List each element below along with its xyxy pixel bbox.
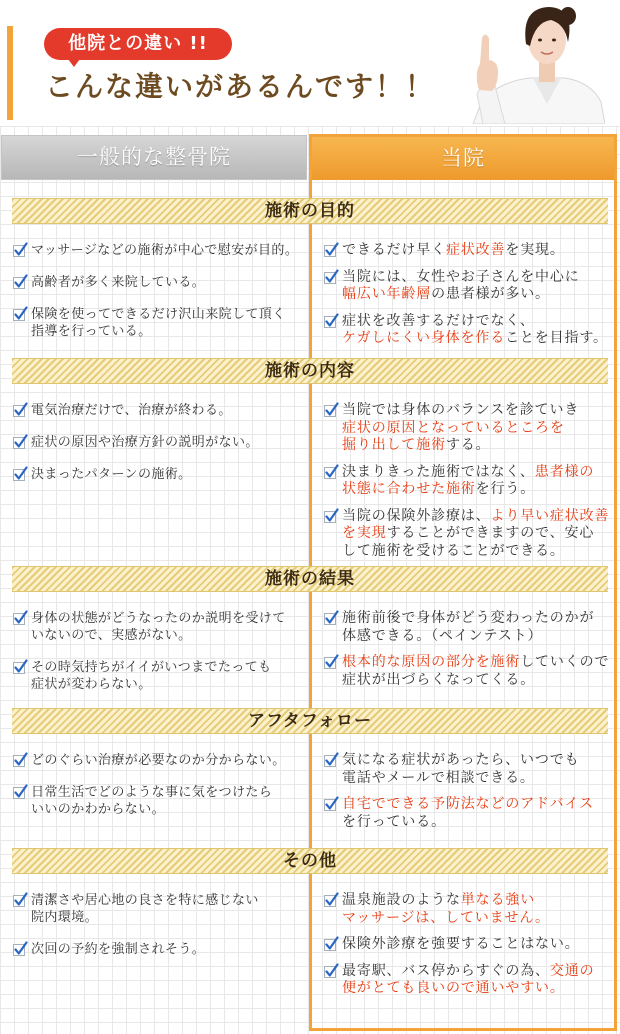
item-line — [342, 330, 608, 348]
plain-text: することができますので、安心 — [386, 525, 595, 541]
checkbox-checked-icon — [12, 434, 28, 450]
general-clinic-item — [12, 242, 310, 259]
plain-text: いないので、実感がない。 — [31, 628, 192, 643]
general-clinic-column — [0, 224, 310, 357]
plain-text: を実現。 — [505, 242, 565, 258]
item-line — [342, 543, 609, 561]
section-title: 施術の目的 — [265, 201, 355, 221]
general-clinic-item — [12, 306, 310, 340]
comparison-section — [0, 708, 620, 848]
item-line — [342, 481, 594, 499]
page-title: こんな違いがあるんです！！ — [45, 70, 436, 103]
item-line — [342, 437, 579, 455]
section-title-band — [12, 848, 608, 874]
highlight-text: 状態に合わせた施術 — [342, 481, 476, 497]
item-line — [342, 980, 594, 998]
comparison-section — [0, 848, 620, 1030]
item-text — [342, 508, 609, 561]
plain-text: 電話やメールで相談できる。 — [342, 769, 535, 786]
checkbox-checked-icon — [323, 610, 339, 626]
our-clinic-column — [310, 734, 620, 840]
section-columns — [0, 874, 620, 1007]
checkbox-checked-icon — [12, 892, 28, 908]
item-line — [31, 242, 298, 259]
checkbox-checked-icon — [323, 269, 339, 285]
item-line — [31, 323, 286, 340]
highlight-text: 単なる強い — [460, 892, 536, 908]
general-clinic-item — [12, 610, 310, 644]
item-line — [342, 286, 580, 304]
checkbox-checked-icon — [12, 274, 28, 290]
item-line — [31, 909, 259, 926]
item-line — [342, 420, 579, 438]
item-text — [31, 659, 272, 693]
highlight-text: を実現 — [342, 525, 387, 541]
item-text — [342, 269, 580, 304]
checkbox-checked-icon — [323, 242, 339, 258]
general-clinic-column — [0, 384, 310, 569]
general-clinic-column — [0, 592, 310, 708]
our-clinic-column-header: 当院 — [312, 137, 614, 180]
our-clinic-item — [323, 269, 620, 304]
our-clinic-column — [310, 224, 620, 357]
checkbox-checked-icon — [323, 464, 339, 480]
section-columns — [0, 384, 620, 569]
general-clinic-item — [12, 892, 310, 926]
comparison-section — [0, 566, 620, 708]
item-text — [31, 752, 286, 769]
checkbox-checked-icon — [12, 242, 28, 258]
plain-text: マッサージなどの施術が中心で慰安が目的。 — [31, 243, 299, 258]
plain-text: 決まりきった施術ではなく、 — [342, 463, 535, 480]
item-text — [31, 274, 205, 291]
item-text — [342, 892, 550, 927]
plain-text: 高齢者が多く来院している。 — [31, 275, 206, 290]
item-line — [31, 941, 205, 958]
plain-text: 症状の原因や治療方針の説明がない。 — [31, 435, 259, 450]
checkbox-checked-icon — [323, 654, 339, 670]
our-clinic-column — [310, 592, 620, 708]
item-line — [342, 654, 609, 672]
checkbox-checked-icon — [323, 313, 339, 329]
highlight-text: 患者様の — [534, 463, 595, 480]
comparison-sections — [0, 198, 620, 1030]
item-text — [342, 963, 594, 998]
section-title: 施術の内容 — [265, 361, 355, 381]
plain-text: 温泉施設のような — [342, 892, 461, 908]
general-clinic-item — [12, 784, 310, 818]
item-text — [31, 610, 286, 644]
plain-text: できるだけ早く — [342, 242, 446, 258]
plain-text: 当院の保険外診療は、 — [342, 507, 491, 524]
item-line — [31, 892, 259, 909]
general-clinic-item — [12, 941, 310, 958]
section-columns — [0, 734, 620, 840]
highlight-text: 根本的な原因の部分を施術 — [342, 654, 521, 670]
item-line — [342, 525, 609, 543]
section-title-band — [12, 198, 608, 224]
item-line — [31, 402, 232, 419]
checkbox-checked-icon — [12, 466, 28, 482]
item-text — [342, 464, 594, 499]
comparison-section — [0, 358, 620, 566]
our-clinic-item — [323, 313, 620, 348]
item-text — [31, 466, 192, 483]
item-line — [342, 936, 580, 954]
general-clinic-column — [0, 874, 310, 1007]
item-text — [31, 402, 232, 419]
our-clinic-item — [323, 892, 620, 927]
plain-text: いいのかわからない。 — [31, 802, 166, 817]
item-line — [31, 676, 272, 693]
item-line — [342, 610, 594, 628]
nurse-pointing-image — [455, 0, 605, 124]
item-line — [342, 242, 565, 260]
item-text — [342, 313, 608, 348]
plain-text: 体感できる。（ペインテスト） — [342, 627, 543, 644]
our-clinic-item — [323, 963, 620, 998]
item-line — [342, 796, 594, 814]
item-line — [342, 910, 550, 928]
item-line — [342, 892, 550, 910]
item-line — [31, 659, 272, 676]
plain-text: 当院には、女性やお子さんを中心に — [342, 268, 580, 285]
section-title-band — [12, 708, 608, 734]
plain-text: 保険を使ってできるだけ沢山来院して頂く — [31, 307, 286, 322]
item-line — [31, 627, 286, 644]
plain-text: 最寄駅、バス停からすぐの為、 — [342, 962, 550, 979]
checkbox-checked-icon — [12, 752, 28, 768]
plain-text: 当院では身体のバランスを診ていき — [342, 402, 580, 418]
plain-text: して施術を受けることができる。 — [342, 542, 565, 559]
plain-text: 清潔さや居心地の良さを特に感じない — [31, 893, 259, 908]
plain-text: 院内環境。 — [31, 910, 99, 925]
item-text — [342, 752, 579, 787]
checkbox-checked-icon — [323, 936, 339, 952]
highlight-text: より早い症状改善 — [490, 507, 610, 524]
item-text — [342, 242, 565, 260]
item-line — [342, 269, 580, 287]
general-clinic-column-header: 一般的な整骨院 — [1, 135, 307, 180]
item-line — [31, 752, 286, 769]
our-clinic-item — [323, 752, 620, 787]
item-line — [342, 752, 579, 770]
plain-text: を行う。 — [475, 481, 536, 497]
section-columns — [0, 224, 620, 357]
item-text — [31, 941, 205, 958]
our-clinic-item — [323, 796, 620, 831]
checkbox-checked-icon — [323, 752, 339, 768]
our-clinic-item — [323, 402, 620, 455]
item-text — [31, 892, 259, 926]
item-text — [342, 610, 594, 645]
item-line — [31, 274, 205, 291]
highlight-text: マッサージは、していません。 — [342, 909, 550, 926]
item-text — [342, 796, 594, 831]
plain-text: 症状が出づらくなってくる。 — [342, 671, 536, 688]
highlight-text: ケガしにくい身体を作る — [342, 330, 506, 346]
highlight-text: 幅広い年齢層 — [342, 286, 432, 302]
checkbox-checked-icon — [12, 941, 28, 957]
item-line — [342, 628, 594, 646]
item-text — [31, 306, 286, 340]
checkbox-checked-icon — [12, 659, 28, 675]
plain-text: どのぐらい治療が必要なのか分からない。 — [31, 753, 286, 768]
plain-text: の患者様が多い。 — [431, 286, 550, 302]
item-line — [31, 610, 286, 627]
item-text — [342, 402, 579, 455]
plain-text: していくので — [520, 654, 610, 670]
item-line — [342, 770, 579, 788]
plain-text: 身体の状態がどうなったのか説明を受けて — [31, 611, 286, 626]
item-text — [31, 784, 272, 818]
plain-text: その時気持ちがイイがいつまでたっても — [31, 660, 272, 675]
checkbox-checked-icon — [323, 892, 339, 908]
plain-text: 施術前後で身体がどう変わったのかが — [342, 610, 595, 626]
our-clinic-item — [323, 936, 620, 954]
item-text — [31, 242, 298, 259]
highlight-text: 便がとても良いので通いやすい。 — [342, 980, 565, 996]
plain-text: 電気治療だけで、治療が終わる。 — [31, 403, 232, 418]
checkbox-checked-icon — [12, 402, 28, 418]
header-accent-bar — [7, 26, 13, 120]
item-line — [31, 784, 272, 801]
plain-text: 気になる症状があったら、いつでも — [342, 752, 580, 768]
plain-text: する。 — [445, 437, 491, 453]
section-title: 施術の結果 — [265, 569, 355, 589]
plain-text: 症状が変わらない。 — [31, 677, 152, 692]
section-title-band — [12, 566, 608, 592]
highlight-text: 症状改善 — [445, 242, 506, 258]
item-text — [31, 434, 259, 451]
our-clinic-column — [310, 384, 620, 569]
section-title: その他 — [283, 851, 337, 871]
checkbox-checked-icon — [323, 963, 339, 979]
section-title-band — [12, 358, 608, 384]
item-line — [342, 963, 594, 981]
header-badge: 他院との違い !! — [44, 28, 232, 60]
our-clinic-item — [323, 508, 620, 561]
plain-text: を行っている。 — [342, 813, 446, 830]
plain-text: ことを目指す。 — [505, 330, 608, 346]
checkbox-checked-icon — [323, 796, 339, 812]
plain-text: 症状を改善するだけでなく、 — [342, 312, 535, 329]
raised-hand-shape — [477, 35, 505, 125]
section-columns — [0, 592, 620, 708]
item-line — [342, 672, 609, 690]
item-line — [342, 814, 594, 832]
plain-text: 決まったパターンの施術。 — [31, 467, 192, 482]
general-clinic-item — [12, 434, 310, 451]
highlight-text: 交通の — [549, 962, 595, 979]
highlight-text: 掘り出して施術 — [342, 437, 446, 453]
general-clinic-column — [0, 734, 310, 840]
general-clinic-item — [12, 402, 310, 419]
plain-text: 次回の予約を強制されそう。 — [31, 942, 206, 957]
plain-text: 指導を行っている。 — [31, 324, 152, 339]
item-text — [342, 936, 580, 954]
checkbox-checked-icon — [323, 402, 339, 418]
highlight-text: 自宅でできる予防法などのアドバイス — [342, 796, 595, 812]
item-line — [342, 313, 608, 331]
general-clinic-item — [12, 659, 310, 693]
plain-text: 日常生活でどのような事に気をつけたら — [31, 785, 273, 800]
general-clinic-item — [12, 274, 310, 291]
checkbox-checked-icon — [12, 306, 28, 322]
our-clinic-item — [323, 464, 620, 499]
general-clinic-item — [12, 752, 310, 769]
item-line — [342, 508, 609, 526]
checkbox-checked-icon — [12, 784, 28, 800]
plain-text: 保険外診療を強要することはない。 — [342, 936, 580, 952]
our-clinic-item — [323, 610, 620, 645]
item-line — [31, 801, 272, 818]
item-text — [342, 654, 609, 689]
section-title: アフタフォロー — [248, 711, 372, 731]
our-clinic-column — [310, 874, 620, 1007]
checkbox-checked-icon — [323, 508, 339, 524]
our-clinic-item — [323, 242, 620, 260]
highlight-text: 症状の原因となっているところを — [342, 419, 565, 436]
item-line — [31, 434, 259, 451]
item-line — [342, 402, 579, 420]
item-line — [342, 464, 594, 482]
item-line — [31, 306, 286, 323]
our-clinic-item — [323, 654, 620, 689]
comparison-section — [0, 198, 620, 358]
item-line — [31, 466, 192, 483]
general-clinic-item — [12, 466, 310, 483]
checkbox-checked-icon — [12, 610, 28, 626]
